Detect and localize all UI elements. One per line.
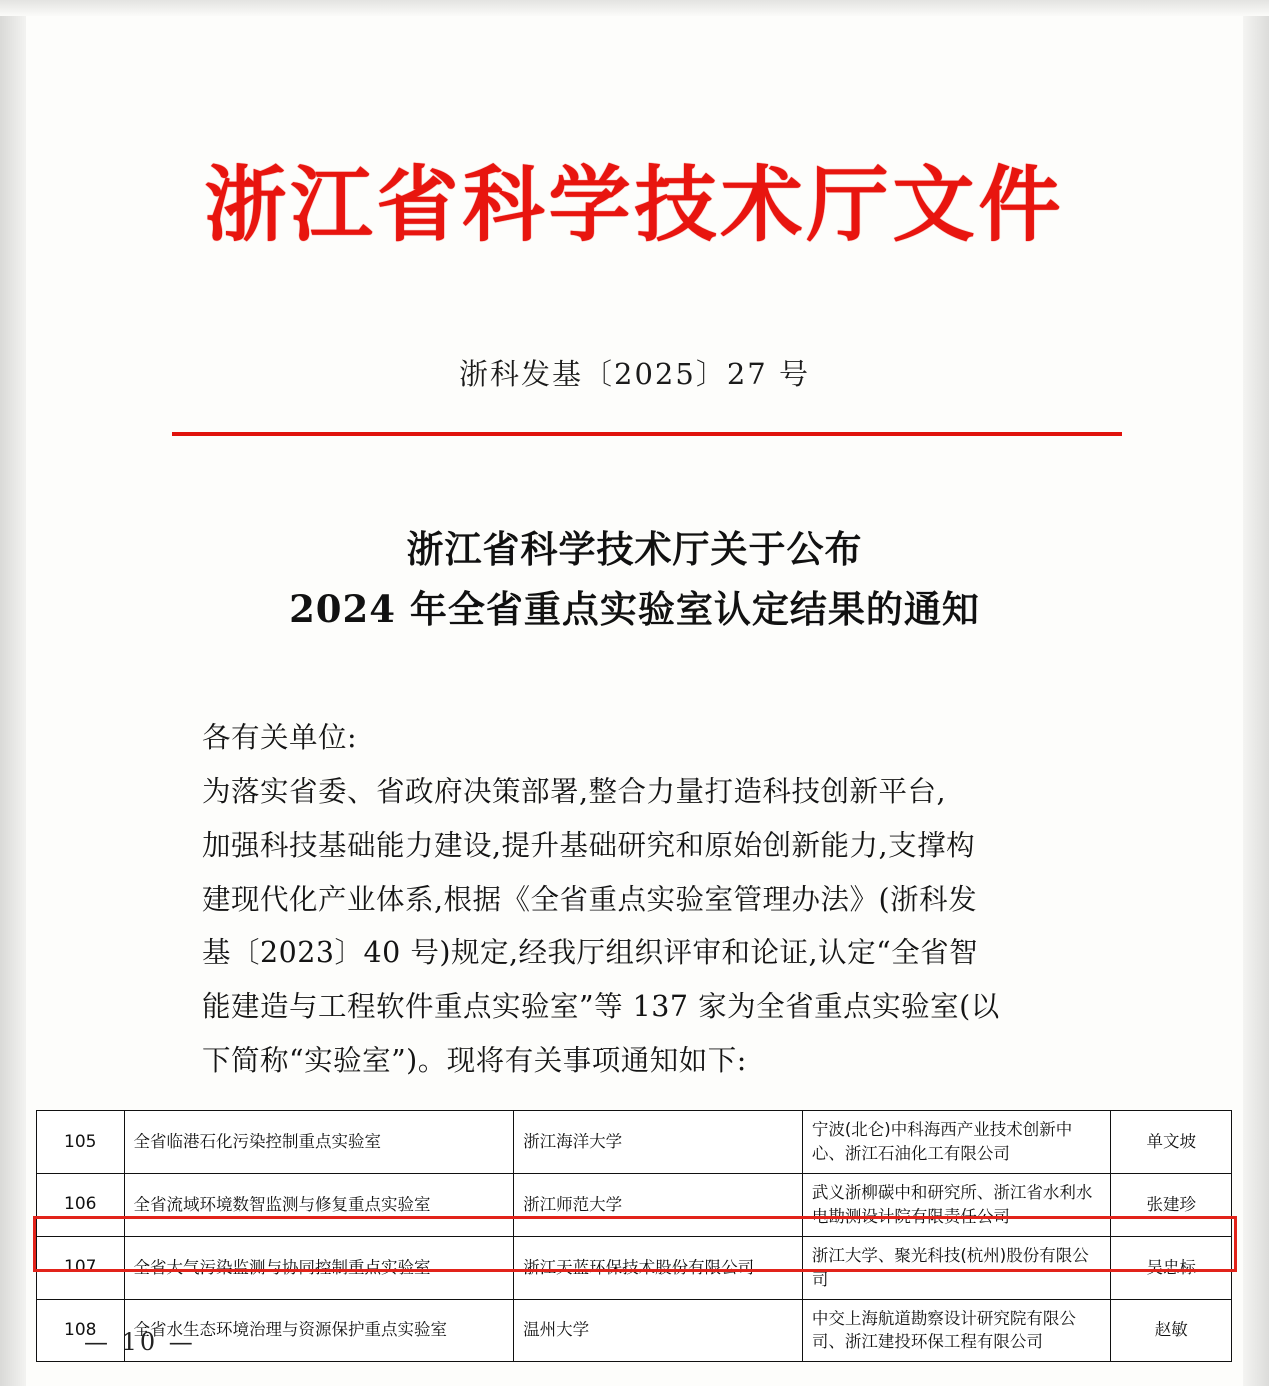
body-line-2: 加强科技基础能力建设,提升基础研究和原始创新能力,支撑构 — [202, 828, 976, 862]
row-cooperating-units: 中交上海航道勘察设计研究院有限公司、浙江建投环保工程有限公司 — [802, 1299, 1111, 1362]
row-person-in-charge: 吴忠标 — [1111, 1236, 1232, 1299]
row-lab-name: 全省水生态环境治理与资源保护重点实验室 — [124, 1299, 514, 1362]
notice-title — [0, 520, 1269, 640]
row-lab-name: 全省临港石化污染控制重点实验室 — [124, 1111, 514, 1174]
table-row-highlighted — [37, 1236, 1232, 1299]
body-line-1: 为落实省委、省政府决策部署,整合力量打造科技创新平台, — [202, 774, 947, 808]
table-row — [37, 1111, 1232, 1174]
row-cooperating-units: 武义浙柳碳中和研究所、浙江省水利水电勘测设计院有限责任公司 — [802, 1173, 1111, 1236]
table-row — [37, 1299, 1232, 1362]
row-host-unit: 浙江师范大学 — [514, 1173, 803, 1236]
row-number: 105 — [37, 1111, 125, 1174]
notice-body — [202, 712, 1102, 1089]
row-host-unit: 温州大学 — [514, 1299, 803, 1362]
notice-title-line-2: 2024 年全省重点实验室认定结果的通知 — [289, 586, 980, 631]
document-number: 浙科发基〔2025〕27 号 — [459, 357, 810, 391]
notice-title-line-1: 浙江省科学技术厅关于公布 — [406, 527, 863, 571]
row-number: 106 — [37, 1173, 125, 1236]
row-cooperating-units: 宁波(北仑)中科海西产业技术创新中心、浙江石油化工有限公司 — [802, 1111, 1111, 1174]
row-number: 107 — [37, 1236, 125, 1299]
body-line-3: 建现代化产业体系,根据《全省重点实验室管理办法》(浙科发 — [202, 882, 978, 916]
row-number: 108 — [37, 1299, 125, 1362]
row-host-unit: 浙江天蓝环保技术股份有限公司 — [514, 1236, 803, 1299]
results-table — [36, 1110, 1232, 1362]
row-lab-name: 全省大气污染监测与协同控制重点实验室 — [124, 1236, 514, 1299]
row-person-in-charge: 单文坡 — [1111, 1111, 1232, 1174]
page-number: — 10 — — [84, 1328, 196, 1356]
document-header-title: 浙江省科学技术厅文件 — [204, 157, 1065, 253]
body-line-6: 下简称“实验室”)。现将有关事项通知如下: — [202, 1044, 747, 1078]
scan-edge-top — [0, 0, 1269, 16]
red-divider-rule — [172, 432, 1122, 436]
row-host-unit: 浙江海洋大学 — [514, 1111, 803, 1174]
row-person-in-charge: 赵敏 — [1111, 1299, 1232, 1362]
salutation: 各有关单位: — [202, 721, 358, 754]
table-row — [37, 1173, 1232, 1236]
row-cooperating-units: 浙江大学、聚光科技(杭州)股份有限公司 — [802, 1236, 1111, 1299]
body-line-5: 能建造与工程软件重点实验室”等 137 家为全省重点实验室(以 — [202, 990, 1000, 1024]
body-line-4: 基〔2023〕40 号)规定,经我厅组织评审和论证,认定“全省智 — [202, 936, 979, 970]
results-table-wrapper — [36, 1110, 1232, 1362]
row-person-in-charge: 张建珍 — [1111, 1173, 1232, 1236]
row-lab-name: 全省流域环境数智监测与修复重点实验室 — [124, 1173, 514, 1236]
